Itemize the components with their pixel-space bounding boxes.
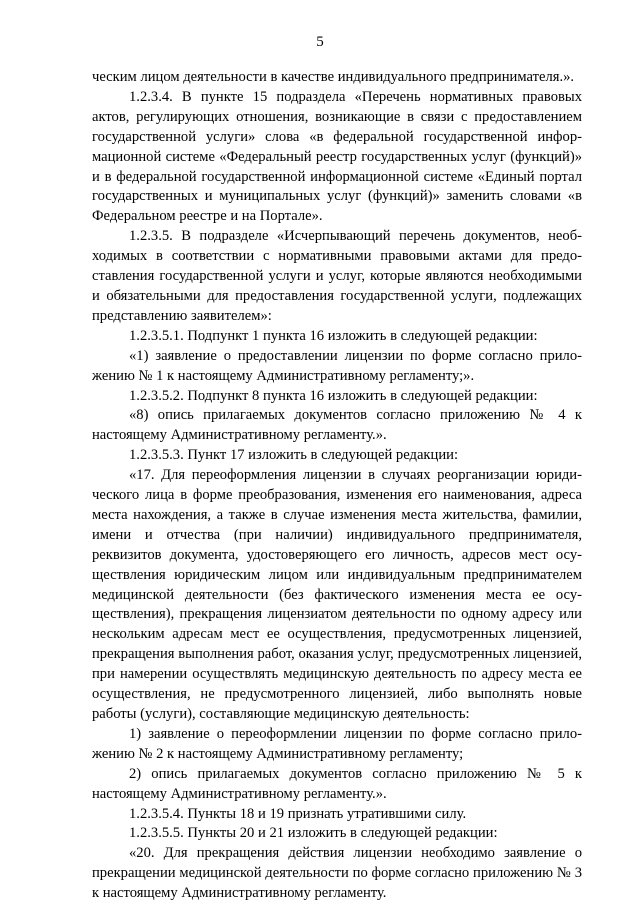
paragraph-list-item-2: 2) опись прилагаемых документов согласно приложению № 5 к настоящему Административному регламенту.». bbox=[92, 765, 582, 802]
paragraph-1-2-3-5-5: 1.2.3.5.5. Пункты 20 и 21 изложить в следующей редакции: bbox=[129, 825, 498, 842]
paragraph-quote-item-17: «17. Для переоформления лицензии в случаях реорганизации юридического лица в форме преобразования, изменения его наименования, адреса места нахождения, а также в случае изменения места жительства, фамилии, имени и отчества (при наличии) индивидуального предпринимателя, реквизитов документа, удостоверяющего его личность, адресов мест осуществления юридическим лицом или индивидуальным предпринимателем медицинской деятельности (без фактического изменения места ее осуществления), прекращения лицензиатом деятельности по одному адресу или нескольким адресам мест ее осуществления, предусмотренных лицензией, прекращения выполнения работ, оказания услуг, предусмотренных лицензией, при намерении осуществлять медицинскую деятельность по адресу места ее осуществления, не предусмотренного лицензией, либо выполнять новые работы (услуги), составляющие медицинскую деятельность: bbox=[92, 467, 582, 722]
paragraph-quote-item-8: «8) опись прилагаемых документов согласно приложению № 4 к настоящему Административному регламенту.». bbox=[92, 407, 582, 444]
paragraph-1-2-3-5-2: 1.2.3.5.2. Подпункт 8 пункта 16 изложить в следующей редакции: bbox=[129, 387, 538, 404]
paragraph-list-item-1: 1) заявление о переоформлении лицензии по форме согласно приложению № 2 к настоящему Административному регламенту; bbox=[92, 725, 582, 762]
paragraph-quote-item-20: «20. Для прекращения действия лицензии необходимо заявление о прекращении медицинской деятельности по форме согласно приложению № 3 к настоящему Административному регламенту. bbox=[92, 845, 582, 902]
paragraph-1-2-3-4: 1.2.3.4. В пункте 15 подраздела «Перечень нормативных правовых актов, регулирующих отношения, возникающие в связи с предоставлением государственной услуги» слова «в федеральной государственной информационной системе «Федеральный реестр государственных услуг (функций)» и в федеральной государственной информационной системе «Единый портал государственных и муниципальных услуг (функций)» заменить словами «в Федеральном реестре и на Портале». bbox=[92, 88, 582, 225]
paragraph-1-2-3-5-1: 1.2.3.5.1. Подпункт 1 пункта 16 изложить в следующей редакции: bbox=[129, 327, 538, 344]
paragraph-1-2-3-5-4: 1.2.3.5.4. Пункты 18 и 19 признать утратившими силу. bbox=[129, 805, 467, 822]
paragraph-continuation: ческим лицом деятельности в качестве индивидуального предпринимателя.». bbox=[92, 69, 575, 85]
page-number: 5 bbox=[316, 34, 324, 50]
paragraph-1-2-3-5-3: 1.2.3.5.3. Пункт 17 изложить в следующей редакции: bbox=[129, 447, 458, 464]
document-body bbox=[92, 68, 582, 904]
paragraph-quote-item-1: «1) заявление о предоставлении лицензии по форме согласно приложению № 1 к настоящему Административному регламенту;». bbox=[92, 347, 582, 384]
paragraph-1-2-3-5: 1.2.3.5. В подразделе «Исчерпывающий перечень документов, необходимых в соответствии с нормативными правовыми актами для предоставления государственной услуги и услуг, которые являются необходимыми и обязательными для предоставления государственной услуги, подлежащих представлению заявителем»: bbox=[92, 228, 582, 324]
